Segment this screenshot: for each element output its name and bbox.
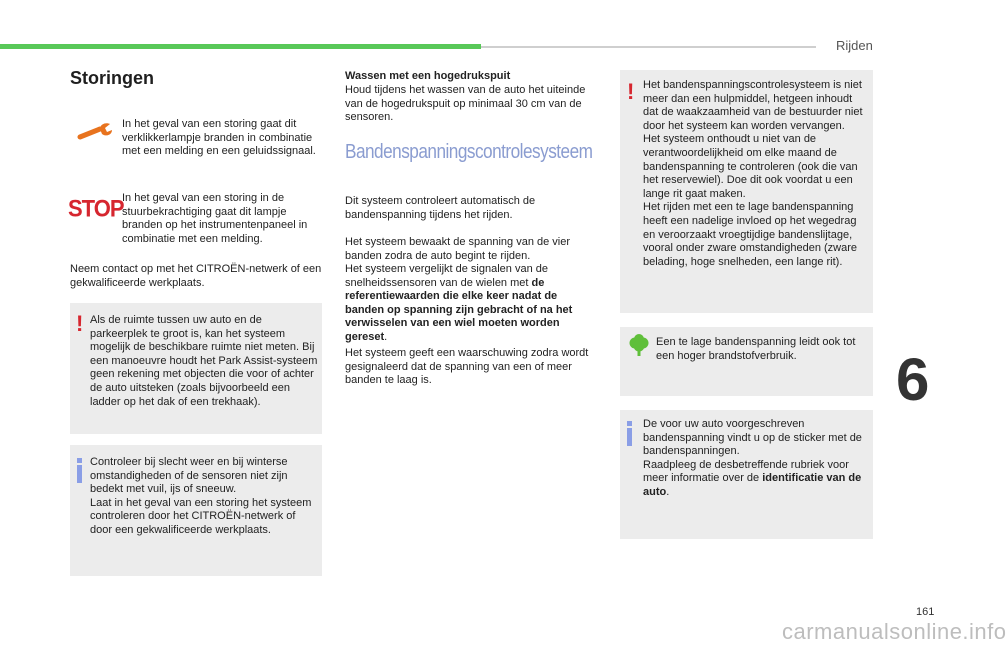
page-title: Storingen	[70, 68, 154, 88]
body-paragraph-2: Het systeem vergelijkt de signalen van de snelheidssensoren van de wielen met de referentiewaarden die elke keer nadat de banden op spanning zijn gebracht of na het verwisselen van een wiel moeten worden gereset.	[345, 263, 573, 343]
wash-title: Wassen met een hogedrukspuit	[345, 70, 511, 82]
exclamation-icon: !	[627, 79, 635, 104]
header-rule	[481, 46, 816, 48]
tire-pressure-info-text: De voor uw auto voorgeschreven bandenspanning vindt u op de sticker met de bandenspanningen. Raadpleeg de desbetreffende rubriek voor meer informatie over de identificatie van de auto.	[643, 418, 862, 498]
info-icon	[627, 421, 632, 446]
section-label: Rijden	[836, 38, 873, 53]
body-paragraph-1: Het systeem bewaakt de spanning van de vier banden zodra de auto begint te rijden.	[345, 236, 571, 262]
body-paragraph-3: Het systeem geeft een waarschuwing zodra wordt gesignaleerd dat de spanning van een of meer banden te laag is.	[345, 347, 589, 387]
watermark: carmanualsonline.info	[782, 619, 1007, 644]
intro-text: Dit systeem controleert automatisch de bandenspanning tijdens het rijden.	[345, 195, 536, 221]
body-paragraph-2-emphasis: de referentiewaarden die elke keer nadat de banden op spanning zijn gebracht of na het verwisselen van een wiel moeten worden gereset	[345, 276, 573, 343]
wrench-icon	[78, 120, 114, 144]
page-number: 161	[916, 606, 935, 618]
stop-icon: STOP	[68, 194, 124, 223]
parking-warning-box	[70, 303, 322, 434]
sensor-info-box	[70, 445, 322, 576]
header-accent-bar	[0, 44, 481, 49]
wash-text: Houd tijdens het wassen van de auto het uiteinde van de hogedrukspuit op minimaal 30 cm van de sensoren.	[345, 84, 586, 124]
stop-warning-text: In het geval van een storing in de stuurbekrachtiging gaat dit lampje branden op het instrumentenpaneel in combinatie met een melding.	[122, 192, 308, 245]
tire-pressure-info-box	[620, 410, 873, 539]
info-icon	[77, 458, 82, 483]
tpms-warning-text: Het bandenspanningscontrolesysteem is niet meer dan een hulpmiddel, hetgeen inhoudt dat de waakzaamheid van de bestuurder niet door het systeem kan worden vervangen. Het systeem onthoudt u niet van de verantwoordelijkheid om elke maand de bandenspanning te controleren (ook die van het reservewiel). Doe dit ook voordat u een lange rit gaat maken. Het rijden met een te lage bandenspanning heeft een nadelige invloed op het wegedrag en veroorzaakt vroegtijdige bandenslijtage, vooral onder zware omstandigheden (zware belading, hoge snelheden, een lange rit).	[643, 79, 863, 268]
wrench-warning-text: In het geval van een storing gaat dit verklikkerlampje branden in combinatie met een melding en een geluidssignaal.	[122, 118, 316, 158]
contact-text: Neem contact op met het CITROËN-netwerk of een gekwalificeerde werkplaats.	[70, 263, 322, 289]
chapter-number: 6	[896, 346, 930, 413]
eco-tip-text: Een te lage bandenspanning leidt ook tot een hoger brandstofverbruik.	[656, 336, 856, 362]
parking-warning-text: Als de ruimte tussen uw auto en de parkeerplek te groot is, kan het systeem mogelijk de beschikbare ruimte niet meten. Bij een manoeuvre houdt het Park Assist-systeem geen rekening met objecten die voor of achter de auto uitsteken (zoals bijvoorbeeld een ladder op het dak of een trekhaak).	[90, 314, 318, 408]
identification-link-text: identificatie van de auto	[643, 472, 862, 498]
eco-tree-icon	[628, 334, 650, 356]
tpms-warning-box	[620, 70, 873, 313]
exclamation-icon: !	[76, 311, 84, 336]
sensor-info-text: Controleer bij slecht weer en bij winterse omstandigheden of de sensoren niet zijn bedekt met vuil, ijs of sneeuw. Laat in het geval van een storing het systeem controleren door het CITROËN-netwerk of door een gekwalificeerde werkplaats.	[90, 456, 312, 536]
section-heading: Bandenspanningscontrolesysteem	[345, 141, 593, 163]
